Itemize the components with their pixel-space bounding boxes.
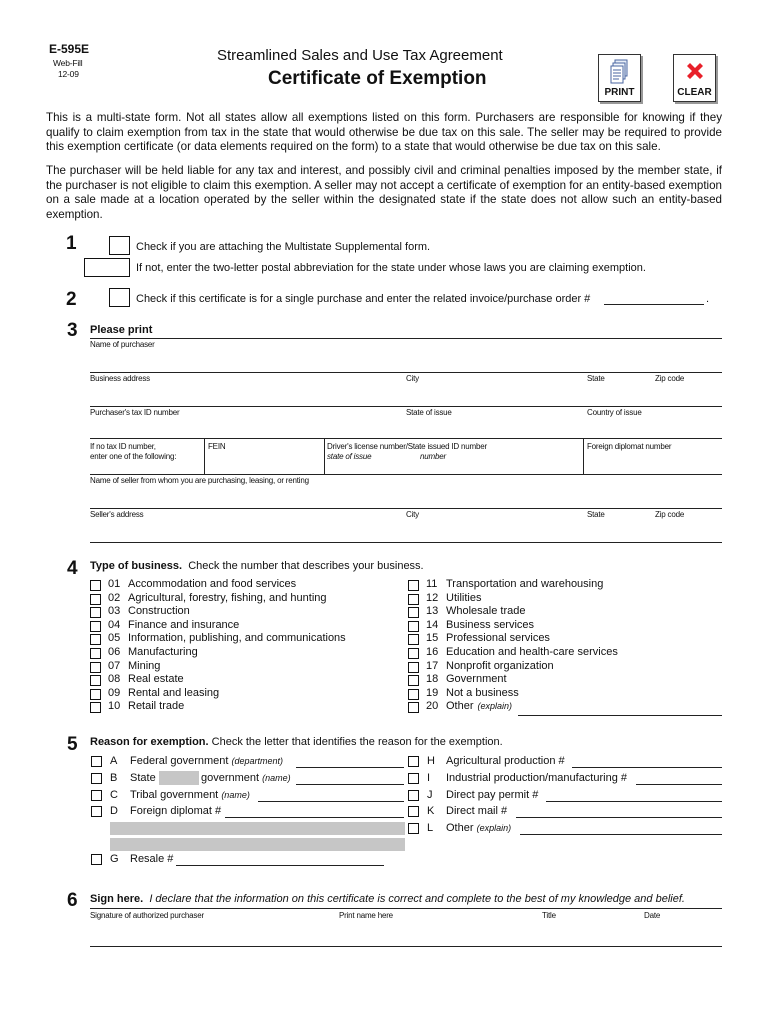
reason-l-label: Other bbox=[446, 822, 474, 834]
reason-a-checkbox[interactable] bbox=[91, 756, 102, 767]
section-5-number: 5 bbox=[67, 734, 78, 755]
business-type-text: Other bbox=[446, 700, 474, 713]
business-type-code: 08 bbox=[108, 673, 121, 686]
business-type-16-checkbox[interactable] bbox=[408, 648, 419, 659]
business-type-code: 06 bbox=[108, 646, 121, 658]
purchaser-name-label: Name of purchaser bbox=[90, 340, 155, 349]
reason-d-letter: D bbox=[110, 805, 118, 817]
reason-g-input[interactable] bbox=[176, 865, 384, 866]
business-type-text: Mining bbox=[128, 659, 161, 672]
date-label: Date bbox=[644, 911, 661, 920]
business-type-text: Manufacturing bbox=[128, 646, 198, 658]
reason-a-note: (department) bbox=[231, 756, 284, 766]
state-abbreviation-label: If not, enter the two-letter postal abbreviation for the state under whose laws you are claiming exemption. bbox=[136, 262, 646, 274]
seller-name-input[interactable] bbox=[90, 508, 722, 509]
business-type-code: 16 bbox=[426, 646, 439, 658]
section-3-number: 3 bbox=[67, 320, 78, 341]
reason-b-label: State bbox=[130, 772, 156, 784]
business-type-code: 02 bbox=[108, 591, 121, 604]
reason-a-letter: A bbox=[110, 755, 118, 767]
printer-icon bbox=[609, 59, 631, 85]
business-type-text: Agricultural, forestry, fishing, and hunting bbox=[128, 591, 327, 604]
business-type-code: 18 bbox=[426, 673, 439, 686]
single-purchase-label: Check if this certificate is for a single purchase and enter the related invoice/purchase order # bbox=[136, 293, 591, 305]
business-type-06-label bbox=[108, 646, 198, 658]
purchaser-name-input[interactable] bbox=[90, 372, 722, 373]
reason-h-checkbox[interactable] bbox=[408, 756, 419, 767]
reason-b-letter: B bbox=[110, 772, 118, 784]
title-label: Title bbox=[542, 911, 556, 920]
reason-i-input[interactable] bbox=[636, 784, 722, 785]
no-tax-id-label-1: If no tax ID number, bbox=[90, 442, 156, 451]
unused-field-1 bbox=[110, 822, 405, 835]
business-type-05-checkbox[interactable] bbox=[90, 634, 101, 645]
business-address-label: Business address bbox=[90, 374, 150, 383]
exemption-reason-title: Reason for exemption. bbox=[90, 736, 209, 748]
reason-l-checkbox[interactable] bbox=[408, 823, 419, 834]
single-purchase-checkbox[interactable] bbox=[109, 288, 130, 307]
business-type-08-checkbox[interactable] bbox=[90, 675, 101, 686]
business-type-explain-note: (explain) bbox=[477, 701, 513, 712]
section-4-number: 4 bbox=[67, 558, 78, 579]
intro-paragraph-2: The purchaser will be held liable for any tax and interest, and possibly civil and criminal penalties imposed by the member state, if the purchaser is not eligible to claim this exemption. A seller may not accept a certificate of exemption for an entity-based exemption on a sale made at a location operated by the seller within the designated state if the state does not allow such an entity-based exemption. bbox=[46, 164, 723, 221]
business-type-19-label bbox=[426, 687, 519, 699]
reason-d-input[interactable] bbox=[225, 817, 404, 818]
single-purchase-suffix: . bbox=[706, 293, 710, 305]
diplomat-divider bbox=[583, 438, 584, 474]
reason-d-checkbox[interactable] bbox=[91, 806, 102, 817]
reason-l-text bbox=[446, 822, 511, 834]
reason-j-input[interactable] bbox=[546, 801, 722, 802]
business-type-09-label bbox=[108, 687, 219, 699]
section-6-top-rule bbox=[90, 908, 722, 909]
business-type-10-label bbox=[108, 700, 184, 712]
business-type-code: 20 bbox=[426, 700, 439, 713]
business-type-code: 10 bbox=[108, 700, 121, 713]
business-type-code: 09 bbox=[108, 686, 121, 699]
business-type-04-label bbox=[108, 619, 239, 631]
red-x-icon bbox=[684, 60, 706, 82]
business-type-code: 11 bbox=[426, 578, 438, 590]
clear-button[interactable] bbox=[673, 54, 716, 102]
reason-i-checkbox[interactable] bbox=[408, 773, 419, 784]
business-type-text: Accommodation and food services bbox=[128, 578, 297, 590]
business-type-text: Wholesale trade bbox=[446, 605, 526, 618]
reason-h-label: Agricultural production # bbox=[446, 755, 565, 767]
section-1-number: 1 bbox=[66, 233, 77, 254]
business-type-01-checkbox[interactable] bbox=[90, 580, 101, 591]
reason-k-input[interactable] bbox=[516, 817, 722, 818]
declaration-text: I declare that the information on this certificate is correct and complete to the best of my knowledge and belief. bbox=[149, 893, 685, 905]
reason-b-checkbox[interactable] bbox=[91, 773, 102, 784]
date-code: 12-09 bbox=[58, 69, 79, 79]
reason-b-label-2: government bbox=[201, 772, 260, 784]
reason-h-input[interactable] bbox=[572, 767, 722, 768]
business-type-text: Professional services bbox=[446, 632, 550, 645]
section-6-number: 6 bbox=[67, 890, 78, 911]
business-type-text: Real estate bbox=[128, 673, 184, 686]
business-type-06-checkbox[interactable] bbox=[90, 648, 101, 659]
reason-b-text bbox=[201, 772, 291, 784]
business-type-18-checkbox[interactable] bbox=[408, 675, 419, 686]
business-type-text: Utilities bbox=[446, 591, 482, 604]
dl-state-label: state of issue bbox=[327, 452, 372, 461]
business-type-13-checkbox[interactable] bbox=[408, 607, 419, 618]
reason-i-label: Industrial production/manufacturing # bbox=[446, 772, 627, 784]
print-label: PRINT bbox=[604, 87, 635, 98]
seller-city-label: City bbox=[406, 510, 419, 519]
dl-divider bbox=[324, 438, 325, 474]
business-type-text: Retail trade bbox=[128, 700, 185, 713]
reason-g-letter: G bbox=[110, 853, 119, 865]
business-type-code: 07 bbox=[108, 659, 121, 672]
business-type-05-label bbox=[108, 632, 346, 644]
dl-number-label: number bbox=[420, 452, 446, 461]
business-type-code: 17 bbox=[426, 659, 439, 672]
business-city-label: City bbox=[406, 374, 419, 383]
reason-c-input[interactable] bbox=[258, 801, 404, 802]
business-type-instruction: Check the number that describes your business. bbox=[188, 560, 424, 572]
business-type-text: Business services bbox=[446, 618, 535, 631]
business-type-title: Type of business. bbox=[90, 560, 183, 572]
reason-c-checkbox[interactable] bbox=[91, 790, 102, 801]
business-type-03-label bbox=[108, 605, 190, 617]
business-type-11-label bbox=[426, 578, 603, 590]
print-name-label: Print name here bbox=[339, 911, 393, 920]
business-type-11-checkbox[interactable] bbox=[408, 580, 419, 591]
exemption-reason-heading bbox=[90, 736, 503, 748]
reason-j-label: Direct pay permit # bbox=[446, 789, 539, 801]
business-type-code: 12 bbox=[426, 591, 439, 604]
business-type-01-label bbox=[108, 578, 296, 590]
tax-id-input[interactable] bbox=[90, 438, 722, 439]
business-type-12-checkbox[interactable] bbox=[408, 594, 419, 605]
form-id: E-595E bbox=[49, 42, 90, 56]
business-type-text: Rental and leasing bbox=[128, 686, 220, 699]
business-other-input[interactable] bbox=[518, 715, 722, 716]
exemption-reason-instruction: Check the letter that identifies the reason for the exemption. bbox=[211, 736, 503, 748]
reason-k-checkbox[interactable] bbox=[408, 806, 419, 817]
state-abbreviation-input[interactable] bbox=[84, 258, 130, 277]
business-type-12-label bbox=[426, 592, 481, 604]
seller-zip-label: Zip code bbox=[655, 510, 685, 519]
business-type-13-label bbox=[426, 605, 526, 617]
unused-field-2 bbox=[110, 838, 405, 851]
signature-input[interactable] bbox=[90, 946, 722, 947]
business-type-03-checkbox[interactable] bbox=[90, 607, 101, 618]
supplemental-form-checkbox[interactable] bbox=[109, 236, 130, 255]
business-type-19-checkbox[interactable] bbox=[408, 689, 419, 700]
reason-l-letter: L bbox=[427, 822, 434, 834]
reason-b-input[interactable] bbox=[296, 784, 404, 785]
business-type-text: Finance and insurance bbox=[128, 618, 240, 631]
form-subtitle: Streamlined Sales and Use Tax Agreement bbox=[217, 47, 503, 64]
business-type-20-checkbox[interactable] bbox=[408, 702, 419, 713]
business-type-text: Not a business bbox=[446, 686, 519, 699]
business-type-18-label bbox=[426, 673, 507, 685]
section-2-number: 2 bbox=[66, 289, 77, 310]
business-type-17-label bbox=[426, 660, 554, 672]
tax-id-country-label: Country of issue bbox=[587, 408, 642, 417]
signature-label: Signature of authorized purchaser bbox=[90, 911, 204, 920]
business-type-code: 03 bbox=[108, 605, 121, 618]
reason-j-letter: J bbox=[427, 789, 433, 801]
business-type-09-checkbox[interactable] bbox=[90, 689, 101, 700]
business-type-04-checkbox[interactable] bbox=[90, 621, 101, 632]
business-type-17-checkbox[interactable] bbox=[408, 662, 419, 673]
business-type-code: 04 bbox=[108, 618, 121, 631]
business-type-16-label bbox=[426, 646, 618, 658]
reason-c-text bbox=[130, 789, 250, 801]
reason-c-label: Tribal government bbox=[130, 789, 219, 801]
tax-id-label: Purchaser's tax ID number bbox=[90, 408, 180, 417]
clear-label: CLEAR bbox=[677, 87, 712, 98]
sign-here-title: Sign here. bbox=[90, 893, 144, 905]
business-type-15-checkbox[interactable] bbox=[408, 634, 419, 645]
business-type-code: 13 bbox=[426, 605, 439, 618]
print-button[interactable] bbox=[598, 54, 641, 102]
business-type-text: Information, publishing, and communications bbox=[128, 632, 346, 645]
business-type-14-checkbox[interactable] bbox=[408, 621, 419, 632]
reason-j-checkbox[interactable] bbox=[408, 790, 419, 801]
business-type-code: 05 bbox=[108, 632, 121, 645]
fein-label: FEIN bbox=[208, 442, 226, 451]
form-title: Certificate of Exemption bbox=[268, 68, 487, 89]
fein-divider bbox=[204, 438, 205, 474]
business-address-input[interactable] bbox=[90, 406, 722, 407]
reason-l-input[interactable] bbox=[520, 834, 722, 835]
business-type-20-label bbox=[426, 700, 512, 712]
business-type-text: Nonprofit organization bbox=[446, 659, 554, 672]
drivers-license-label: Driver's license number/State issued ID number bbox=[327, 442, 487, 451]
invoice-number-input[interactable] bbox=[604, 304, 704, 305]
intro-paragraph-1: This is a multi-state form. Not all states allow all exemptions listed on this form. Purchasers are responsible for knowing if they qualify to claim exemption from tax in the state that would otherwise be due tax on this sale. The seller may be required to provide this exemption certificate (or data elements required on the form) to a state that would otherwise be due tax on this sale. bbox=[46, 111, 722, 154]
reason-a-input[interactable] bbox=[296, 767, 404, 768]
reason-c-note: (name) bbox=[221, 790, 250, 800]
business-type-07-label bbox=[108, 660, 160, 672]
business-type-heading bbox=[90, 560, 424, 572]
business-type-02-checkbox[interactable] bbox=[90, 594, 101, 605]
foreign-diplomat-label: Foreign diplomat number bbox=[587, 442, 672, 451]
alternate-id-input[interactable] bbox=[90, 474, 722, 475]
business-zip-label: Zip code bbox=[655, 374, 685, 383]
business-type-code: 19 bbox=[426, 686, 439, 699]
business-type-07-checkbox[interactable] bbox=[90, 662, 101, 673]
reason-c-letter: C bbox=[110, 789, 118, 801]
business-type-02-label bbox=[108, 592, 327, 604]
reason-k-letter: K bbox=[427, 805, 435, 817]
business-type-text: Education and health-care services bbox=[446, 646, 618, 658]
seller-address-input[interactable] bbox=[90, 542, 722, 543]
business-type-text: Government bbox=[446, 673, 507, 686]
business-type-10-checkbox[interactable] bbox=[90, 702, 101, 713]
section-3-top-rule bbox=[90, 338, 722, 339]
reason-g-label: Resale # bbox=[130, 853, 174, 865]
reason-b-state-field[interactable] bbox=[159, 771, 199, 785]
business-type-code: 15 bbox=[426, 632, 439, 645]
business-type-text: Transportation and warehousing bbox=[446, 578, 604, 590]
business-type-code: 14 bbox=[426, 618, 439, 631]
reason-i-letter: I bbox=[427, 772, 431, 784]
sign-here-heading bbox=[90, 893, 685, 905]
reason-k-label: Direct mail # bbox=[446, 805, 508, 817]
seller-state-label: State bbox=[587, 510, 605, 519]
supplemental-form-label: Check if you are attaching the Multistate Supplemental form. bbox=[136, 241, 431, 253]
reason-a-text bbox=[130, 755, 283, 767]
seller-name-label: Name of seller from whom you are purchasing, leasing, or renting bbox=[90, 476, 309, 485]
business-type-08-label bbox=[108, 673, 184, 685]
no-tax-id-label-2: enter one of the following: bbox=[90, 452, 177, 461]
web-fill-label: Web-Fill bbox=[53, 58, 83, 68]
please-print-heading: Please print bbox=[90, 324, 153, 336]
reason-a-label: Federal government bbox=[130, 755, 229, 767]
reason-g-checkbox[interactable] bbox=[91, 854, 102, 865]
business-type-text: Construction bbox=[128, 605, 190, 618]
reason-b-note: (name) bbox=[262, 773, 291, 783]
tax-id-state-label: State of issue bbox=[406, 408, 452, 417]
business-type-14-label bbox=[426, 619, 534, 631]
business-type-15-label bbox=[426, 632, 550, 644]
business-type-code: 01 bbox=[108, 578, 121, 590]
reason-d-label: Foreign diplomat # bbox=[130, 805, 222, 817]
seller-address-label: Seller's address bbox=[90, 510, 144, 519]
reason-h-letter: H bbox=[427, 755, 435, 767]
business-state-label: State bbox=[587, 374, 605, 383]
reason-l-note: (explain) bbox=[476, 823, 512, 833]
